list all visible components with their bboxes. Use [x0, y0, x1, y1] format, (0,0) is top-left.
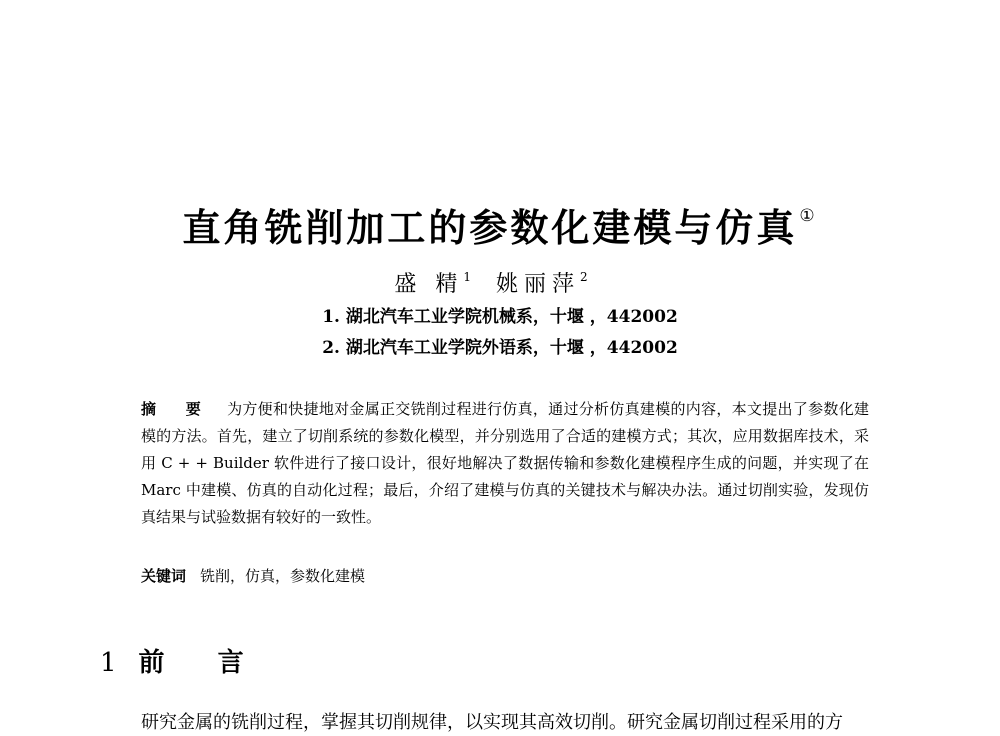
- section-title: 前 言: [138, 648, 266, 678]
- affiliation-2: 2. 湖北汽车工业学院外语系，十堰 ，442002: [322, 338, 678, 358]
- author-name: 姚丽萍: [495, 272, 580, 297]
- author-affiliation-mark: 2: [580, 270, 588, 284]
- paper-title-text: 直角铣削加工的参数化建模与仿真: [182, 206, 798, 250]
- author-list: [0, 262, 1000, 300]
- keywords-label: 关键词: [141, 567, 187, 585]
- keywords: [141, 564, 365, 588]
- title-footnote-mark: ①: [799, 206, 818, 226]
- section-heading: [100, 646, 266, 680]
- abstract-label: 摘 要: [141, 400, 214, 418]
- abstract-text: 为方便和快捷地对金属正交铣削过程进行仿真，通过分析仿真建模的内容，本文提出了参数化建模的方法。首先，建立了切削系统的参数化模型，并分别选用了合适的建模方式；其次，应用数据库技术，采用 C + + Builder 软件进行了接口设计，很好地解决了数据传输和参数化建模程序生成的问题，并实现了在 Marc 中建模、仿真的自动化过程；最后，介绍了建模与仿真的关键技术与解决办法。通过切削实验，发现仿真结果与试验数据有较好的一致性。: [141, 400, 869, 526]
- paper-title: [0, 192, 1000, 252]
- abstract: [141, 396, 869, 531]
- affiliation-1: 1. 湖北汽车工业学院机械系，十堰 ，442002: [322, 307, 678, 327]
- body-paragraph: 研究金属的铣削过程，掌握其切削规律，以实现其高效切削。研究金属切削过程采用的方: [141, 712, 843, 733]
- section-number: 1: [100, 648, 117, 678]
- author-name: 盛 精: [394, 272, 464, 297]
- author-affiliation-mark: 1: [463, 270, 471, 284]
- keywords-text: 铣削，仿真，参数化建模: [200, 567, 366, 585]
